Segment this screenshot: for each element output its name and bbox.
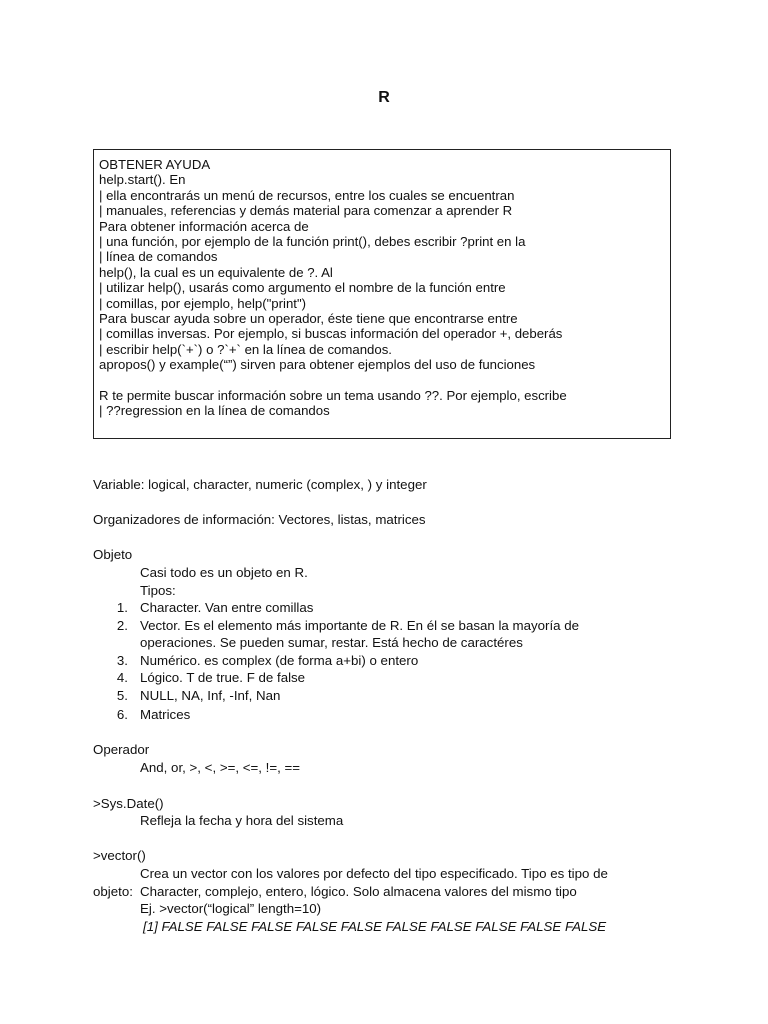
list-item-continuation: operaciones. Se pueden sumar, restar. Está hecho de caractéres (140, 635, 523, 650)
help-box-line: | escribir help(`+`) o ?`+` en la línea de comandos. (99, 341, 392, 357)
list-item: Matrices (140, 707, 191, 722)
vector-objeto-label: objeto: (93, 884, 133, 899)
help-box-line: help.start(). En (99, 172, 186, 188)
help-box-line: | una función, por ejemplo de la función print(), debes escribir ?print en la (99, 233, 526, 249)
list-item-number: 2. (116, 618, 128, 633)
help-box-heading: OBTENER AYUDA (99, 157, 211, 172)
help-box-line: | comillas inversas. Por ejemplo, si buscas información del operador +, deberás (99, 326, 563, 342)
vector-output: [1] FALSE FALSE FALSE FALSE FALSE FALSE FALSE FALSE FALSE FALSE (143, 919, 607, 934)
list-item-number: 6. (116, 707, 128, 722)
list-item-number: 3. (116, 653, 128, 668)
objeto-heading: Objeto (93, 547, 133, 562)
help-box-line: apropos() y example(“”) sirven para obtener ejemplos del uso de funciones (99, 357, 536, 373)
vector-example: Ej. >vector(“logical” length=10) (140, 901, 322, 916)
vector-line: Character, complejo, entero, lógico. Solo almacena valores del mismo tipo (140, 884, 577, 899)
help-box (93, 149, 671, 439)
list-item-number: 1. (116, 600, 128, 615)
help-box-line: | ??regression en la línea de comandos (99, 403, 330, 419)
help-box-line: | manuales, referencias y demás material para comenzar a aprender R (99, 203, 513, 219)
sysdate-heading: >Sys.Date() (93, 796, 164, 811)
vector-heading: >vector() (93, 848, 146, 863)
vector-line: Crea un vector con los valores por defecto del tipo especificado. Tipo es tipo de (140, 866, 608, 881)
operador-line: And, or, >, <, >=, <=, !=, == (140, 760, 301, 775)
help-box-line: help(), la cual es un equivalente de ?. Al (99, 264, 333, 280)
list-item: Lógico. T de true. F de false (140, 670, 306, 685)
list-item-number: 4. (116, 670, 128, 685)
organizadores-line: Organizadores de información: Vectores, listas, matrices (93, 512, 426, 527)
help-box-spacer (99, 372, 665, 387)
help-box-line: Para buscar ayuda sobre un operador, éste tiene que encontrarse entre (99, 310, 518, 326)
objeto-line: Casi todo es un objeto en R. (140, 565, 308, 580)
help-box-line: | comillas, por ejemplo, help("print") (99, 295, 307, 311)
list-item: Numérico. es complex (de forma a+bi) o entero (140, 653, 419, 668)
help-box-line: | ella encontrarás un menú de recursos, entre los cuales se encuentran (99, 187, 515, 203)
help-box-line: R te permite buscar información sobre un tema usando ??. Por ejemplo, escribe (99, 387, 567, 403)
list-item-number: 5. (116, 688, 128, 703)
operador-heading: Operador (93, 742, 150, 757)
objeto-tipos-label: Tipos: (140, 583, 176, 598)
help-box-line: | línea de comandos (99, 249, 218, 265)
help-box-line: Para obtener información acerca de (99, 218, 309, 234)
variable-line: Variable: logical, character, numeric (complex, ) y integer (93, 477, 427, 492)
list-item: NULL, NA, Inf, -Inf, Nan (140, 688, 281, 703)
help-box-line: | utilizar help(), usarás como argumento el nombre de la función entre (99, 280, 506, 296)
sysdate-line: Refleja la fecha y hora del sistema (140, 813, 344, 828)
list-item: Vector. Es el elemento más importante de R. En él se basan la mayoría de (140, 618, 580, 633)
list-item: Character. Van entre comillas (140, 600, 314, 615)
page-title: R (378, 89, 390, 106)
